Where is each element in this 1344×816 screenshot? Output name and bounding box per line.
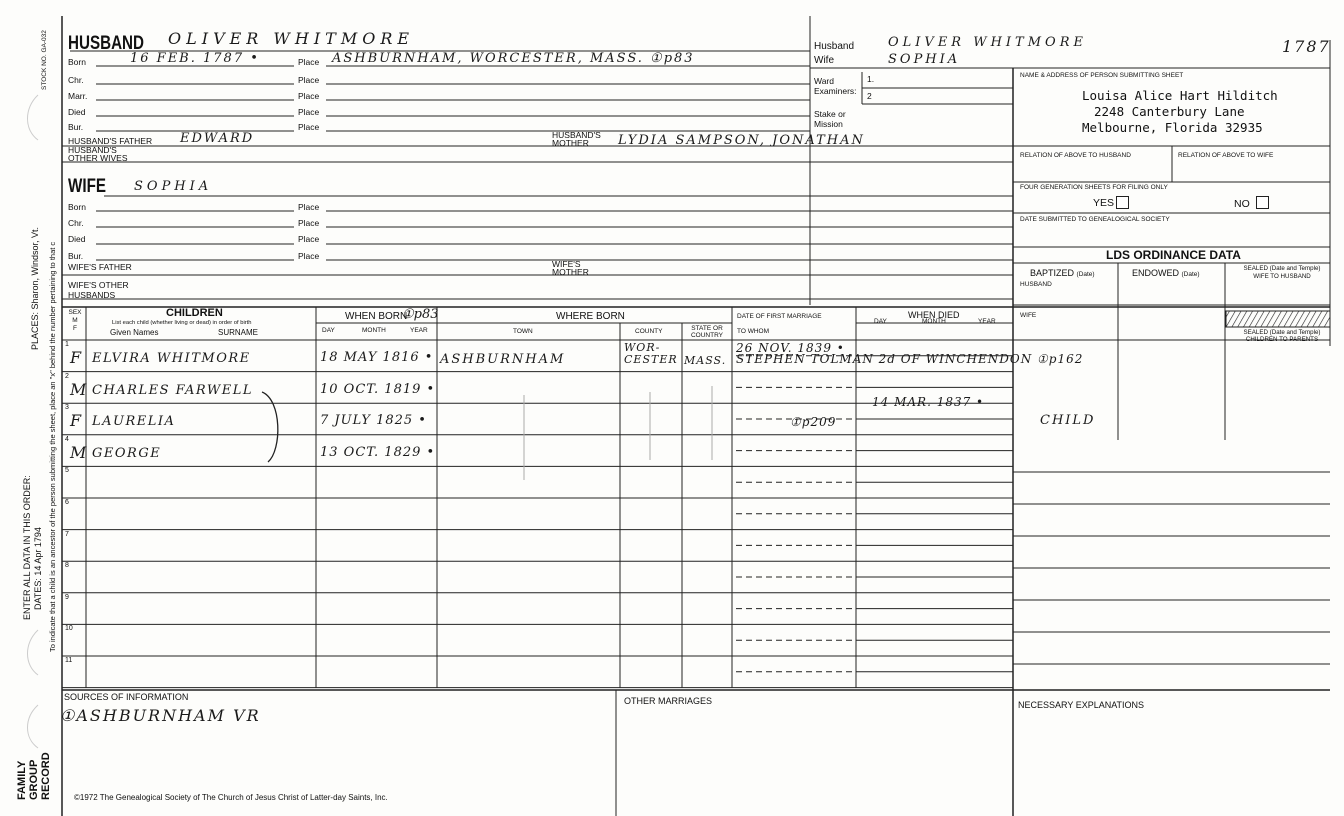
sealed-parents-label: SEALED (Date and Temple) CHILDREN TO PARENTS [1243,329,1321,343]
child-sex[interactable]: F [70,348,82,367]
other-marriages-label: OTHER MARRIAGES [624,696,713,706]
husband-died-place-label: Place [298,107,320,117]
places-note: PLACES: Sharon, Windsor, Vt. [30,226,40,350]
wife-name[interactable]: SOPHIA [134,179,213,194]
ward-label: Ward [814,76,834,86]
child-name[interactable]: GEORGE [92,445,162,461]
submitter-street[interactable]: 2248 Canterbury Lane [1094,104,1245,119]
children-instruction: List each child (whether living or dead) in order of birth [112,320,252,326]
child-name[interactable]: LAURELIA [92,414,176,430]
child-number: 5 [65,467,69,475]
husband-father-value[interactable]: EDWARD [180,131,255,146]
child-number: 4 [65,435,69,443]
rh-wife-value[interactable]: SOPHIA [888,52,961,67]
lds-title: LDS ORDINANCE DATA [1106,248,1241,262]
to-whom-header: TO WHOM [737,328,770,335]
ancestor-instruction: To indicate that a child is an ancestor of the person submitting the sheet, place an "x" behind the number pertaining to that c [48,241,57,652]
county-header: COUNTY [635,328,663,335]
child-number: 10 [65,625,73,633]
sources-label: SOURCES OF INFORMATION [64,692,189,702]
no-label: NO [1234,198,1250,210]
year-header: YEAR [410,327,428,334]
town-header: TOWN [513,328,533,335]
child-number: 3 [65,404,69,412]
wife-father-label: WIFE'S FATHER [68,262,132,272]
child-sex[interactable]: M [70,442,87,462]
wife-born-label: Born [68,202,86,212]
child-state[interactable]: MASS. [684,354,727,367]
husband-born-label: Born [68,57,86,67]
wife-heading: WIFE [68,176,106,197]
child-spouse[interactable]: ①p209 [790,415,837,430]
child-number: 11 [65,657,73,664]
child-number: 6 [65,499,69,506]
child-town[interactable]: ASHBURNHAM [440,352,566,367]
child-born[interactable]: 13 OCT. 1829 • [320,444,436,460]
submitter-city[interactable]: Melbourne, Florida 32935 [1082,120,1263,135]
examiners-label: Examiners: [814,86,857,96]
when-born-note[interactable]: ①p83 [402,307,439,322]
sources-value[interactable]: ①ASHBURNHAM VR [60,706,261,725]
baptized-label: BAPTIZED (Date) [1030,268,1095,278]
copyright: ©1972 The Genealogical Society of The Church of Jesus Christ of Latter-day Saints, Inc. [74,793,388,802]
yes-checkbox[interactable] [1116,196,1129,209]
rh-wife-label: Wife [814,55,834,66]
wife-died-place-label: Place [298,234,320,244]
child-county[interactable]: WOR- CESTER [624,341,678,366]
submitter-name[interactable]: Louisa Alice Hart Hilditch [1082,88,1278,103]
died-month-header: MONTH [922,318,946,325]
husband-born-place-label: Place [298,57,320,67]
lds-husband-label: HUSBAND [1020,281,1052,288]
wife-died-label: Died [68,234,86,244]
husband-born-place-value[interactable]: ASHBURNHAM, WORCESTER, MASS. ①p83 [332,51,695,66]
given-names-header: Given Names [110,328,159,337]
husband-other-wives-label: HUSBAND'S OTHER WIVES [68,145,128,163]
husband-bur-label: Bur. [68,122,84,132]
lds-wife-label: WIFE [1020,312,1037,319]
child-spouse[interactable]: STEPHEN TOLMAN 2d OF WINCHENDON ①p162 [736,352,1084,366]
rh-year[interactable]: 1787 [1282,37,1331,56]
rh-husband-value[interactable]: OLIVER WHITMORE [888,35,1087,50]
child-born[interactable]: 10 OCT. 1819 • [320,381,436,397]
state-header: STATE OR COUNTRY [690,325,724,339]
husband-marr-place-label: Place [298,91,320,101]
husband-born-value[interactable]: 16 FEB. 1787 • [130,51,260,66]
child-number: 2 [65,372,69,380]
husband-heading: HUSBAND [68,33,144,54]
relation-husband-label: RELATION OF ABOVE TO HUSBAND [1020,152,1131,159]
died-day-header: DAY [874,318,887,325]
child-number: 7 [65,530,69,538]
husband-chr-label: Chr. [68,75,84,85]
child-marriage[interactable]: 26 NOV. 1839 • [736,341,845,355]
day-header: DAY [322,327,335,334]
examiner-2[interactable]: 2 [867,91,872,101]
child-born[interactable]: 18 MAY 1816 • [320,350,434,365]
child-sex[interactable]: F [70,411,82,431]
enter-order-note: ENTER ALL DATA IN THIS ORDER: [22,475,32,620]
when-died-header: WHEN DIED [908,310,960,320]
husband-marr-label: Marr. [68,91,88,101]
husband-mother-value[interactable]: LYDIA SAMPSON, JONATHAN [618,133,865,148]
died-year-header: YEAR [978,318,996,325]
rh-husband-label: Husband [814,41,855,52]
sealed-wife-label: SEALED (Date and Temple) WIFE TO HUSBAND [1243,265,1321,280]
dates-note: DATES: 14 Apr 1794 [33,527,43,610]
four-gen-label: FOUR GENERATION SHEETS FOR FILING ONLY [1020,184,1168,191]
children-title: CHILDREN [166,307,223,319]
child-born[interactable]: 7 JULY 1825 • [320,413,427,429]
husband-father-label: HUSBAND'S FATHER [68,136,153,146]
submitter-label: NAME & ADDRESS OF PERSON SUBMITTING SHEET [1020,72,1184,79]
surname-header: SURNAME [218,328,259,337]
sex-header: SEX M F [68,309,82,332]
child-number: 9 [65,593,69,601]
wife-chr-label: Chr. [68,218,84,228]
date-submitted-label: DATE SUBMITTED TO GENEALOGICAL SOCIETY [1020,216,1170,223]
bracket-mark [262,392,278,462]
wife-bur-label: Bur. [68,251,84,261]
wife-chr-place-label: Place [298,218,320,228]
child-note[interactable]: CHILD [1040,413,1096,429]
wife-bur-place-label: Place [298,251,320,261]
child-number: 1 [65,341,69,348]
yes-label: YES [1093,197,1115,209]
husband-chr-place-label: Place [298,75,320,85]
stake-label: Stake or [814,109,846,119]
child-died[interactable]: 14 MAR. 1837 • [872,395,985,410]
record-label-2: GROUP [28,759,40,800]
wife-other-husbands-label: WIFE'S OTHER HUSBANDS [68,280,129,300]
necessary-explanations-label: NECESSARY EXPLANATIONS [1018,700,1145,710]
where-born-header: WHERE BORN [556,311,625,322]
month-header: MONTH [362,327,386,334]
wife-mother-label: WIFE'S MOTHER [552,259,589,277]
child-number: 8 [65,562,69,570]
stock-number: STOCK NO. GA-032 [41,30,48,90]
wife-born-place-label: Place [298,202,320,212]
when-born-header: WHEN BORN [345,311,408,322]
first-marriage-header: DATE OF FIRST MARRIAGE [737,313,822,320]
husband-mother-label: HUSBAND'S MOTHER [552,130,601,148]
child-sex[interactable]: M [70,379,87,399]
husband-died-label: Died [68,107,86,117]
record-label-3: RECORD [40,752,52,800]
relation-wife-label: RELATION OF ABOVE TO WIFE [1178,152,1274,159]
examiner-1[interactable]: 1. [867,74,875,84]
record-label-1: FAMILY [16,760,28,800]
mission-label: Mission [814,119,843,129]
husband-name[interactable]: OLIVER WHITMORE [168,29,415,48]
child-name[interactable]: CHARLES FARWELL [92,382,254,398]
endowed-label: ENDOWED (Date) [1132,268,1200,278]
child-name[interactable]: ELVIRA WHITMORE [92,351,251,366]
no-checkbox[interactable] [1256,196,1269,209]
husband-bur-place-label: Place [298,122,320,132]
